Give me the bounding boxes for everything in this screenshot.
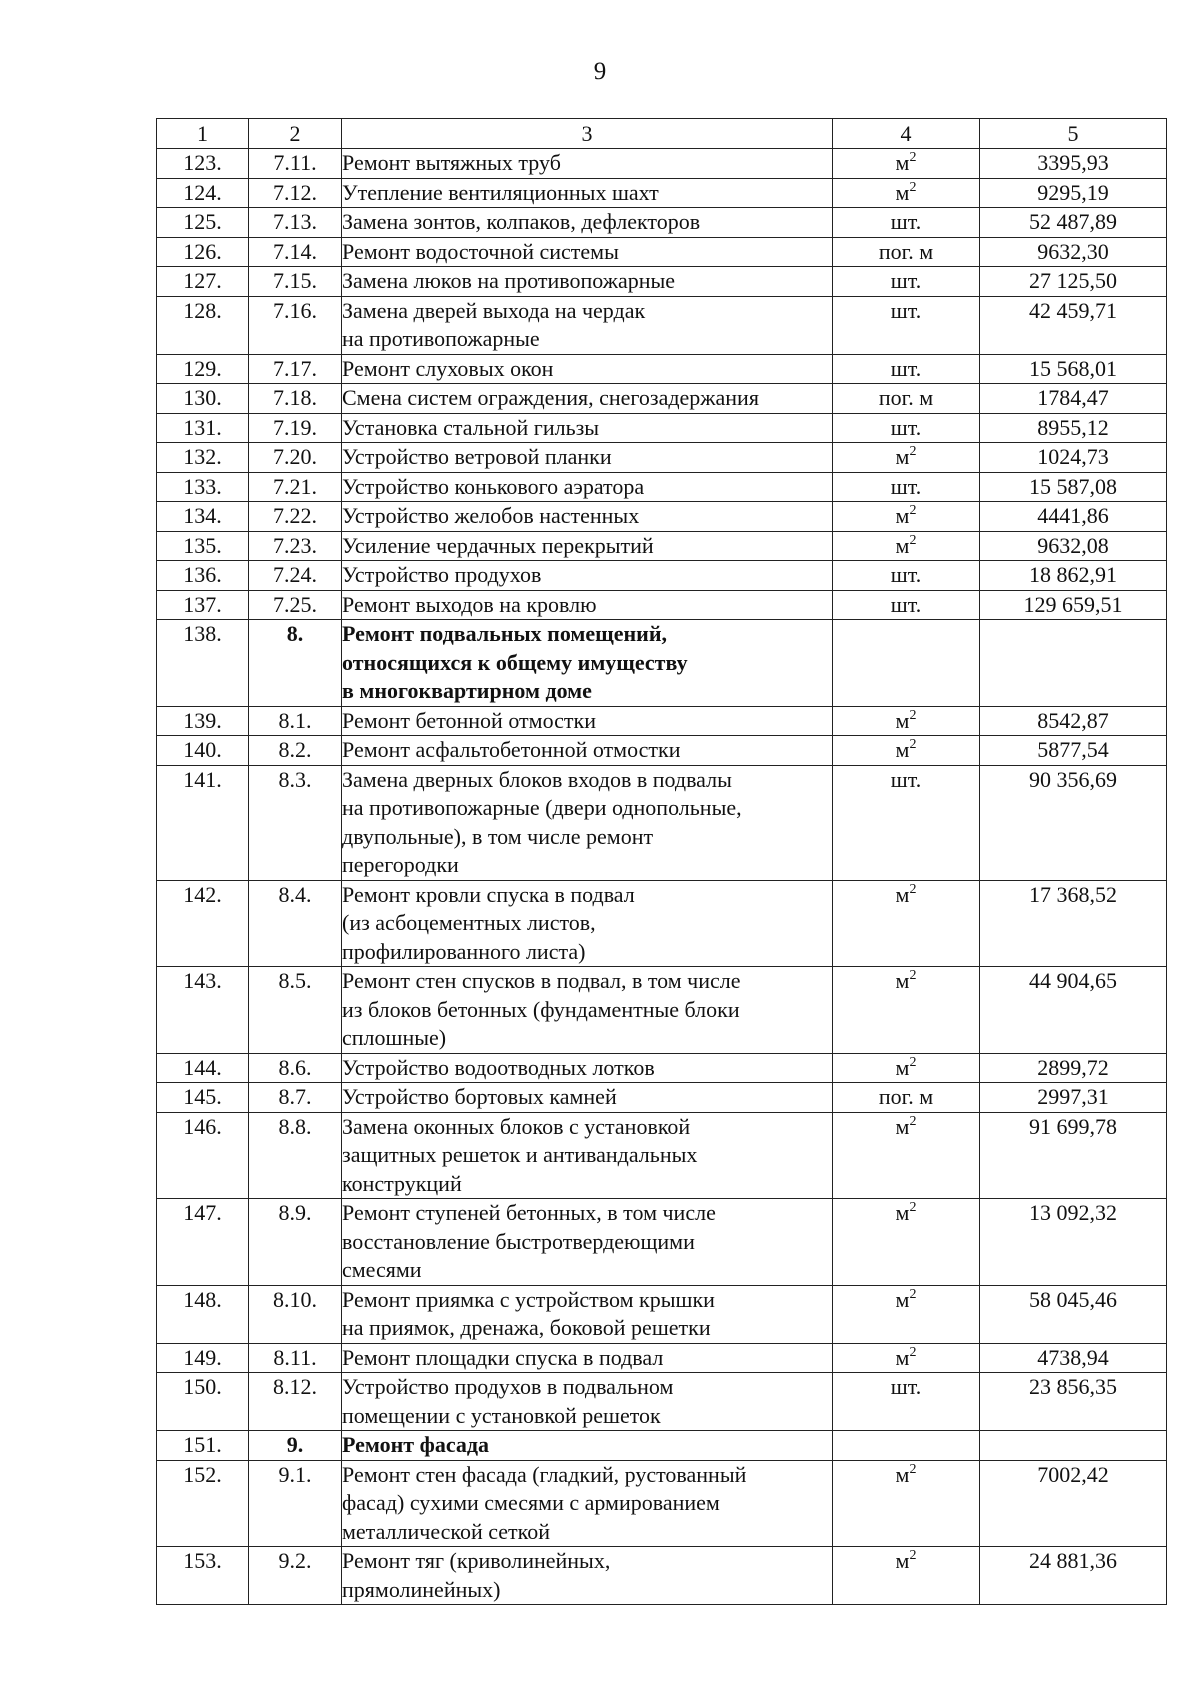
row-name — [342, 736, 833, 766]
row-name — [342, 620, 833, 707]
row-name-line: Замена оконных блоков с установкой — [342, 1113, 691, 1139]
table-header — [157, 119, 1167, 149]
unit-text: пог. м — [878, 1084, 934, 1109]
row-price: 23 856,35 — [980, 1373, 1167, 1431]
row-number: 130. — [157, 384, 249, 414]
row-unit — [833, 413, 980, 443]
unit-text: м — [895, 444, 910, 469]
row-price: 90 356,69 — [980, 765, 1167, 880]
unit-text: шт. — [890, 268, 922, 293]
row-name — [342, 1343, 833, 1373]
row-price: 44 904,65 — [980, 967, 1167, 1054]
row-number: 136. — [157, 561, 249, 591]
row-name — [342, 590, 833, 620]
row-number: 146. — [157, 1112, 249, 1199]
row-name-line: перегородки — [342, 852, 459, 877]
table-row — [157, 880, 1167, 967]
row-unit — [833, 1343, 980, 1373]
table-row — [157, 296, 1167, 354]
row-name-line: Устройство водоотводных лотков — [342, 1054, 655, 1080]
row-unit — [833, 706, 980, 736]
row-unit — [833, 880, 980, 967]
unit-text: шт. — [890, 414, 922, 440]
row-code: 9. — [249, 1431, 342, 1461]
row-name-line: Утепление вентиляционных шахт — [342, 179, 659, 205]
row-number: 129. — [157, 354, 249, 384]
row-price: 15 568,01 — [980, 354, 1167, 384]
unit-superscript: 2 — [909, 532, 917, 548]
row-unit — [833, 502, 980, 532]
unit-superscript: 2 — [909, 1461, 917, 1477]
row-code: 7.19. — [249, 413, 342, 443]
unit-text: м — [895, 1286, 910, 1312]
row-price — [980, 1431, 1167, 1461]
row-unit — [833, 620, 980, 707]
unit-text: м — [895, 1113, 910, 1139]
row-code: 7.15. — [249, 267, 342, 297]
table-row — [157, 237, 1167, 267]
row-code: 8.4. — [249, 880, 342, 967]
table-row — [157, 1343, 1167, 1373]
row-name-line: Ремонт слуховых окон — [342, 355, 554, 381]
table-row — [157, 531, 1167, 561]
row-code: 7.21. — [249, 472, 342, 502]
row-price: 8955,12 — [980, 413, 1167, 443]
unit-superscript: 2 — [909, 707, 917, 723]
row-unit — [833, 1460, 980, 1547]
row-name-line: конструкций — [342, 1170, 462, 1196]
row-price: 52 487,89 — [980, 208, 1167, 238]
row-name-line: Ремонт водосточной системы — [342, 238, 619, 264]
row-number: 139. — [157, 706, 249, 736]
row-unit — [833, 967, 980, 1054]
table-row — [157, 561, 1167, 591]
row-unit — [833, 1285, 980, 1343]
row-name — [342, 880, 833, 967]
row-code: 8.1. — [249, 706, 342, 736]
row-unit — [833, 561, 980, 591]
page-number: 9 — [593, 58, 607, 85]
unit-superscript: 2 — [909, 150, 917, 165]
row-number: 145. — [157, 1083, 249, 1113]
row-number: 148. — [157, 1285, 249, 1343]
row-unit — [833, 590, 980, 620]
row-price: 7002,42 — [980, 1460, 1167, 1547]
row-price: 24 881,36 — [980, 1547, 1167, 1605]
row-code: 9.2. — [249, 1547, 342, 1605]
row-price: 9632,30 — [980, 237, 1167, 267]
row-code: 7.22. — [249, 502, 342, 532]
row-price: 129 659,51 — [980, 590, 1167, 620]
row-number: 124. — [157, 178, 249, 208]
row-unit — [833, 384, 980, 414]
unit-superscript: 2 — [909, 881, 917, 897]
row-unit — [833, 208, 980, 238]
header-col-5: 5 — [980, 119, 1167, 149]
unit-superscript: 2 — [909, 1054, 917, 1070]
table-row — [157, 413, 1167, 443]
row-price: 1024,73 — [980, 443, 1167, 473]
row-name-line: Устройство ветровой планки — [342, 444, 612, 469]
row-name-line: на противопожарные — [342, 326, 540, 351]
row-code: 7.13. — [249, 208, 342, 238]
row-price: 15 587,08 — [980, 472, 1167, 502]
table-row — [157, 267, 1167, 297]
row-unit — [833, 443, 980, 473]
row-name-line: Замена зонтов, колпаков, дефлекторов — [342, 209, 701, 234]
row-name-line: на приямок, дренажа, боковой решетки — [342, 1315, 711, 1340]
row-number: 135. — [157, 531, 249, 561]
row-code: 7.18. — [249, 384, 342, 414]
header-col-3: 3 — [342, 119, 833, 149]
row-number: 149. — [157, 1343, 249, 1373]
unit-text: м — [895, 968, 910, 993]
row-name-line: Ремонт площадки спуска в подвал — [342, 1344, 664, 1370]
row-unit — [833, 1053, 980, 1083]
unit-text: м — [895, 1461, 910, 1487]
row-code: 7.12. — [249, 178, 342, 208]
unit-text: пог. м — [878, 238, 934, 264]
row-name — [342, 413, 833, 443]
row-code: 8.10. — [249, 1285, 342, 1343]
unit-text: м — [895, 1054, 910, 1080]
row-number: 127. — [157, 267, 249, 297]
row-name — [342, 443, 833, 473]
row-number: 151. — [157, 1431, 249, 1461]
row-name — [342, 472, 833, 502]
row-name-line: металлической сеткой — [342, 1518, 551, 1544]
row-number: 126. — [157, 237, 249, 267]
table-row — [157, 208, 1167, 238]
row-name — [342, 1431, 833, 1461]
row-name — [342, 208, 833, 238]
row-unit — [833, 1083, 980, 1113]
unit-text: пог. м — [878, 385, 934, 410]
row-code: 8.9. — [249, 1199, 342, 1286]
row-name-line: Ремонт бетонной отмостки — [342, 707, 596, 733]
table-row — [157, 1199, 1167, 1286]
row-price: 9632,08 — [980, 531, 1167, 561]
row-name — [342, 149, 833, 179]
row-name-line: Ремонт фасада — [342, 1432, 489, 1457]
row-number: 128. — [157, 296, 249, 354]
row-price: 17 368,52 — [980, 880, 1167, 967]
row-number: 141. — [157, 765, 249, 880]
row-code: 9.1. — [249, 1460, 342, 1547]
row-name-line: из блоков бетонных (фундаментные блоки — [342, 996, 740, 1022]
unit-text: м — [895, 707, 910, 733]
unit-text: шт. — [890, 562, 922, 587]
row-name-line: Устройство бортовых камней — [342, 1084, 617, 1109]
row-unit — [833, 149, 980, 179]
row-name — [342, 1285, 833, 1343]
row-unit — [833, 765, 980, 880]
unit-text: м — [895, 532, 910, 558]
row-number: 125. — [157, 208, 249, 238]
unit-text: шт. — [890, 473, 922, 499]
table-row — [157, 1285, 1167, 1343]
row-unit — [833, 1373, 980, 1431]
unit-superscript: 2 — [909, 1548, 917, 1563]
row-name-line: Ремонт тяг (криволинейных, — [342, 1548, 611, 1573]
row-number: 143. — [157, 967, 249, 1054]
row-unit — [833, 178, 980, 208]
row-unit — [833, 736, 980, 766]
row-name-line: Ремонт выходов на кровлю — [342, 591, 597, 617]
row-name-line: фасад) сухими смесями с армированием — [342, 1490, 720, 1515]
row-name — [342, 267, 833, 297]
price-table — [156, 118, 1167, 1605]
row-unit — [833, 1547, 980, 1605]
row-number: 150. — [157, 1373, 249, 1431]
table-row — [157, 590, 1167, 620]
row-name-line: Устройство продухов — [342, 562, 542, 587]
row-name-line: Замена люков на противопожарные — [342, 268, 676, 293]
row-name — [342, 1373, 833, 1431]
row-price: 2997,31 — [980, 1083, 1167, 1113]
table-row — [157, 736, 1167, 766]
row-price: 9295,19 — [980, 178, 1167, 208]
row-unit — [833, 1199, 980, 1286]
section-row — [157, 1431, 1167, 1461]
row-name-line: в многоквартирном доме — [342, 678, 592, 703]
row-number: 132. — [157, 443, 249, 473]
row-price: 3395,93 — [980, 149, 1167, 179]
unit-text: шт. — [890, 766, 922, 792]
unit-superscript: 2 — [909, 1286, 917, 1302]
table-row — [157, 384, 1167, 414]
unit-superscript: 2 — [909, 1113, 917, 1129]
row-name — [342, 237, 833, 267]
unit-text: шт. — [890, 209, 922, 234]
unit-text: м — [895, 503, 910, 528]
row-unit — [833, 531, 980, 561]
row-number: 144. — [157, 1053, 249, 1083]
unit-superscript: 2 — [909, 968, 917, 983]
unit-text: шт. — [890, 1374, 922, 1399]
row-number: 147. — [157, 1199, 249, 1286]
unit-superscript: 2 — [909, 1200, 917, 1215]
row-code: 8.11. — [249, 1343, 342, 1373]
table-row — [157, 149, 1167, 179]
row-name — [342, 502, 833, 532]
row-name-line: Ремонт вытяжных труб — [342, 150, 561, 175]
row-number: 131. — [157, 413, 249, 443]
table-row — [157, 765, 1167, 880]
row-name-line: защитных решеток и антивандальных — [342, 1142, 698, 1167]
unit-text: м — [895, 1200, 910, 1225]
row-name — [342, 354, 833, 384]
row-code: 8.6. — [249, 1053, 342, 1083]
unit-superscript: 2 — [909, 503, 917, 518]
table-row — [157, 443, 1167, 473]
row-price: 2899,72 — [980, 1053, 1167, 1083]
row-name — [342, 1112, 833, 1199]
row-price: 58 045,46 — [980, 1285, 1167, 1343]
row-unit — [833, 1431, 980, 1461]
row-name-line: Ремонт стен спусков в подвал, в том числе — [342, 968, 741, 993]
table-row — [157, 1083, 1167, 1113]
row-name-line: Устройство конькового аэратора — [342, 473, 645, 499]
table-row — [157, 1112, 1167, 1199]
row-code: 8.8. — [249, 1112, 342, 1199]
row-name — [342, 1547, 833, 1605]
row-number: 153. — [157, 1547, 249, 1605]
section-row — [157, 620, 1167, 707]
header-col-1: 1 — [157, 119, 249, 149]
table-row — [157, 1053, 1167, 1083]
row-name — [342, 1083, 833, 1113]
row-code: 7.20. — [249, 443, 342, 473]
row-unit — [833, 237, 980, 267]
row-price: 13 092,32 — [980, 1199, 1167, 1286]
row-number: 152. — [157, 1460, 249, 1547]
row-price: 5877,54 — [980, 736, 1167, 766]
header-col-4: 4 — [833, 119, 980, 149]
unit-text: м — [895, 737, 910, 762]
row-name-line: Замена дверных блоков входов в подвалы — [342, 766, 732, 792]
row-name — [342, 1199, 833, 1286]
row-code: 7.11. — [249, 149, 342, 179]
row-name — [342, 1053, 833, 1083]
unit-text: шт. — [890, 297, 922, 323]
row-name-line: Ремонт ступеней бетонных, в том числе — [342, 1200, 716, 1225]
unit-text: м — [895, 179, 910, 205]
row-code: 7.25. — [249, 590, 342, 620]
row-code: 8.12. — [249, 1373, 342, 1431]
header-col-2: 2 — [249, 119, 342, 149]
row-name — [342, 531, 833, 561]
row-number: 140. — [157, 736, 249, 766]
row-code: 8.5. — [249, 967, 342, 1054]
unit-text: м — [895, 1548, 910, 1573]
row-price: 91 699,78 — [980, 1112, 1167, 1199]
unit-text: м — [895, 150, 910, 175]
unit-text: шт. — [890, 591, 922, 617]
row-unit — [833, 354, 980, 384]
row-code: 8.3. — [249, 765, 342, 880]
row-name-line: двупольные), в том числе ремонт — [342, 823, 654, 849]
row-name — [342, 178, 833, 208]
row-name — [342, 967, 833, 1054]
row-code: 7.17. — [249, 354, 342, 384]
row-name-line: Ремонт кровли спуска в подвал — [342, 881, 635, 907]
row-code: 8.2. — [249, 736, 342, 766]
table-row — [157, 472, 1167, 502]
row-name-line: помещении с установкой решеток — [342, 1402, 661, 1428]
row-name-line: Усиление чердачных перекрытий — [342, 532, 654, 558]
header-row — [157, 119, 1167, 149]
row-number: 134. — [157, 502, 249, 532]
row-code: 7.14. — [249, 237, 342, 267]
row-unit — [833, 267, 980, 297]
row-number: 137. — [157, 590, 249, 620]
table-row — [157, 967, 1167, 1054]
row-name-line: Замена дверей выхода на чердак — [342, 297, 646, 323]
table-body — [157, 149, 1167, 1605]
row-name — [342, 765, 833, 880]
row-name-line: Ремонт стен фасада (гладкий, рустованный — [342, 1461, 747, 1487]
table-row — [157, 178, 1167, 208]
unit-text: м — [895, 1344, 910, 1370]
row-price — [980, 620, 1167, 707]
row-name — [342, 561, 833, 591]
row-code: 7.24. — [249, 561, 342, 591]
row-price: 1784,47 — [980, 384, 1167, 414]
row-name-line: смесями — [342, 1257, 422, 1282]
table-row — [157, 354, 1167, 384]
table-row — [157, 1460, 1167, 1547]
row-unit — [833, 472, 980, 502]
row-price: 42 459,71 — [980, 296, 1167, 354]
unit-superscript: 2 — [909, 179, 917, 195]
row-name-line: сплошные) — [342, 1025, 447, 1050]
row-name-line: профилированного листа) — [342, 938, 586, 964]
row-code: 7.23. — [249, 531, 342, 561]
row-name-line: Ремонт асфальтобетонной отмостки — [342, 737, 681, 762]
row-code: 8. — [249, 620, 342, 707]
row-name-line: Ремонт приямка с устройством крышки — [342, 1286, 715, 1312]
row-name-line: Устройство желобов настенных — [342, 503, 640, 528]
row-name-line: Смена систем ограждения, снегозадержания — [342, 385, 759, 410]
row-price: 4738,94 — [980, 1343, 1167, 1373]
table-row — [157, 502, 1167, 532]
row-name-line: восстановление быстротвердеющими — [342, 1228, 695, 1254]
row-number: 133. — [157, 472, 249, 502]
row-name-line: на противопожарные (двери однопольные, — [342, 795, 742, 820]
unit-superscript: 2 — [909, 1344, 917, 1360]
unit-text: шт. — [890, 355, 922, 381]
row-price: 4441,86 — [980, 502, 1167, 532]
unit-superscript: 2 — [909, 444, 917, 459]
unit-superscript: 2 — [909, 737, 917, 752]
row-number: 123. — [157, 149, 249, 179]
table-row — [157, 1373, 1167, 1431]
row-code: 7.16. — [249, 296, 342, 354]
unit-text: м — [895, 881, 910, 907]
row-number: 138. — [157, 620, 249, 707]
row-price: 27 125,50 — [980, 267, 1167, 297]
row-unit — [833, 1112, 980, 1199]
row-unit — [833, 296, 980, 354]
row-code: 8.7. — [249, 1083, 342, 1113]
row-name — [342, 706, 833, 736]
row-price: 8542,87 — [980, 706, 1167, 736]
row-name — [342, 384, 833, 414]
table-row — [157, 706, 1167, 736]
row-name-line: Установка стальной гильзы — [342, 414, 600, 440]
row-name — [342, 1460, 833, 1547]
row-name-line: Устройство продухов в подвальном — [342, 1374, 674, 1399]
row-number: 142. — [157, 880, 249, 967]
row-name-line: прямолинейных) — [342, 1576, 501, 1602]
row-price: 18 862,91 — [980, 561, 1167, 591]
row-name-line: относящихся к общему имуществу — [342, 649, 688, 675]
table-row — [157, 1547, 1167, 1605]
row-name-line: Ремонт подвальных помещений, — [342, 621, 668, 646]
row-name — [342, 296, 833, 354]
row-name-line: (из асбоцементных листов, — [342, 910, 596, 935]
